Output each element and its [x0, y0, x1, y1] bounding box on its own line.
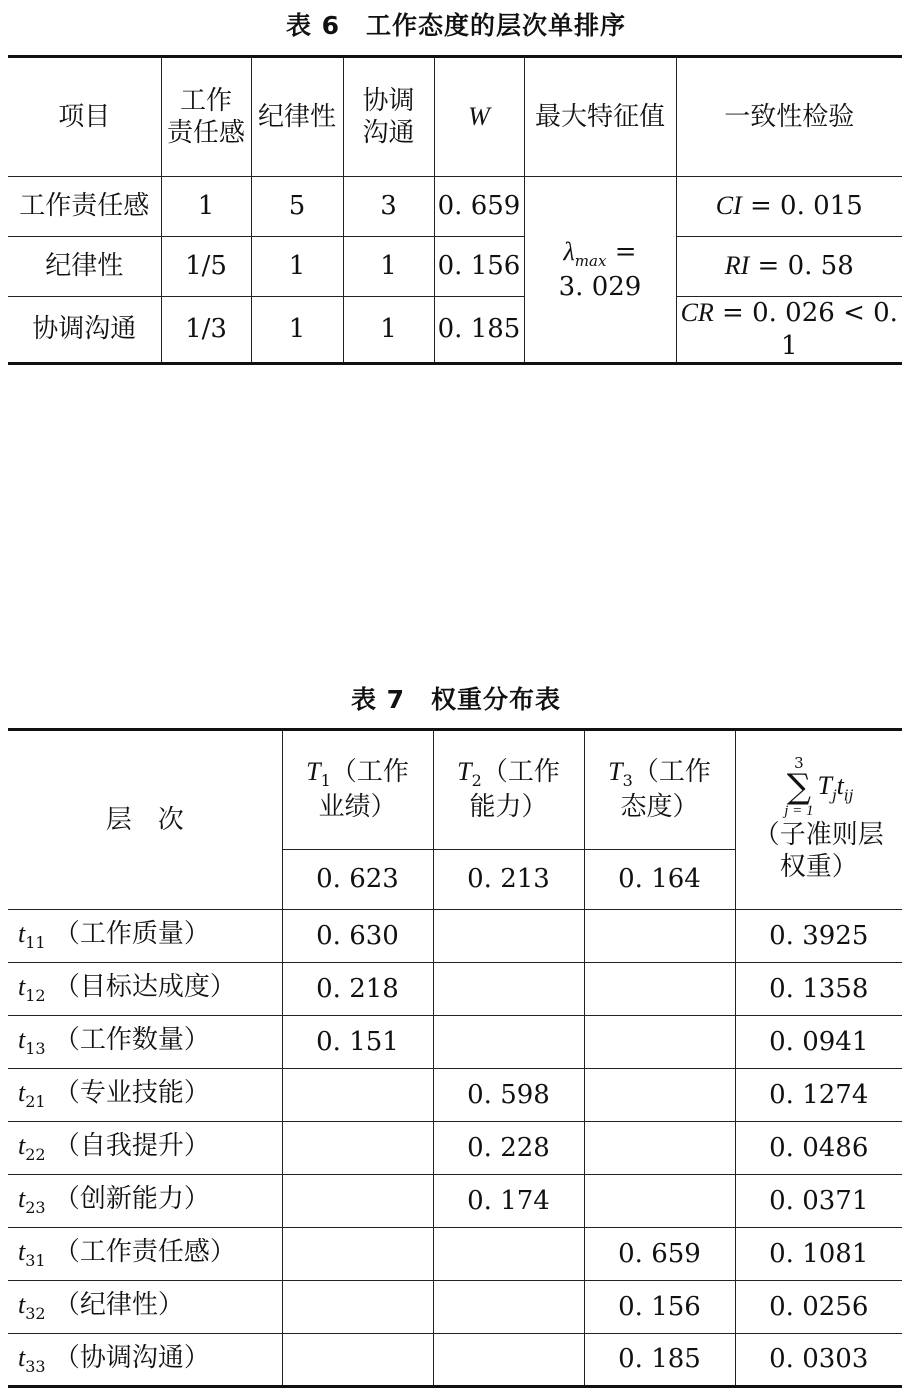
table-row	[8, 1228, 902, 1281]
weight-cell: 0. 185	[434, 297, 524, 364]
sigma-icon: ∑	[786, 767, 811, 808]
cell: 0. 174	[433, 1175, 584, 1228]
header-item: 项目	[8, 57, 161, 177]
cell	[433, 1228, 584, 1281]
table-row	[8, 297, 902, 364]
row-label: $t_{11}$ （工作质量）	[8, 910, 282, 963]
cell	[584, 1175, 735, 1228]
table7-title: 权重分布表	[431, 685, 562, 714]
cell	[584, 910, 735, 963]
cell	[282, 1175, 433, 1228]
ci-cell: CI = 0. 015	[676, 177, 902, 237]
total-cell: 0. 3925	[735, 910, 902, 963]
cell: 0. 151	[282, 1016, 433, 1069]
table-row	[8, 1016, 902, 1069]
summation-formula: 3 ∑ j = 1 $T_jt_{ij}$	[784, 754, 854, 819]
table7	[8, 728, 902, 1388]
total-cell: 0. 0941	[735, 1016, 902, 1069]
cell	[584, 1069, 735, 1122]
table-row	[8, 177, 902, 237]
row-label: 纪律性	[8, 237, 161, 297]
cell	[584, 1122, 735, 1175]
cell	[584, 963, 735, 1016]
cell: 0. 185	[584, 1334, 735, 1387]
cell: 0. 156	[584, 1281, 735, 1334]
cell: 1	[343, 297, 434, 364]
table-row	[8, 1281, 902, 1334]
row-label: 工作责任感	[8, 177, 161, 237]
table7-number: 表 7	[350, 685, 406, 714]
cell: 1	[251, 237, 343, 297]
cell: 3	[343, 177, 434, 237]
criterion-header-t1: $T_1$（工作 业绩）	[282, 730, 433, 850]
header-consistency-check: 一致性检验	[676, 57, 902, 177]
table6	[8, 55, 902, 365]
cell: 1/3	[161, 297, 251, 364]
table7-caption	[0, 680, 912, 716]
cell	[282, 1334, 433, 1387]
weight-cell: 0. 659	[434, 177, 524, 237]
criterion-weight-t3: 0. 164	[584, 850, 735, 910]
ri-cell: RI = 0. 58	[676, 237, 902, 297]
row-label: $t_{22}$ （自我提升）	[8, 1122, 282, 1175]
table-row	[8, 1175, 902, 1228]
table6-title: 工作态度的层次单排序	[366, 11, 627, 40]
total-cell: 0. 1274	[735, 1069, 902, 1122]
table-row	[8, 1069, 902, 1122]
table6-caption	[0, 6, 912, 42]
table6-header-row	[8, 57, 902, 177]
criterion-weight-t2: 0. 213	[433, 850, 584, 910]
row-label: $t_{32}$ （纪律性）	[8, 1281, 282, 1334]
cell	[282, 1122, 433, 1175]
header-responsibility: 工作 责任感	[161, 57, 251, 177]
cell	[282, 1228, 433, 1281]
cell: 5	[251, 177, 343, 237]
header-coordination: 协调 沟通	[343, 57, 434, 177]
lambda-max-cell: $\lambda_{max}$ = 3. 029	[524, 177, 676, 364]
cell	[584, 1016, 735, 1069]
criterion-header-t2: $T_2$（工作 能力）	[433, 730, 584, 850]
cr-cell: CR = 0. 026 < 0. 1	[676, 297, 902, 364]
cell	[433, 963, 584, 1016]
cell	[282, 1069, 433, 1122]
table-row	[8, 237, 902, 297]
row-label: $t_{12}$ （目标达成度）	[8, 963, 282, 1016]
criterion-weight-t1: 0. 623	[282, 850, 433, 910]
total-cell: 0. 0256	[735, 1281, 902, 1334]
table7-header-row	[8, 730, 902, 850]
weight-cell: 0. 156	[434, 237, 524, 297]
row-label: $t_{23}$ （创新能力）	[8, 1175, 282, 1228]
cell	[282, 1281, 433, 1334]
table-row	[8, 1122, 902, 1175]
cell: 0. 218	[282, 963, 433, 1016]
total-cell: 0. 0371	[735, 1175, 902, 1228]
cell: 1/5	[161, 237, 251, 297]
table-row	[8, 910, 902, 963]
row-label: 协调沟通	[8, 297, 161, 364]
cell: 0. 630	[282, 910, 433, 963]
row-label: $t_{21}$ （专业技能）	[8, 1069, 282, 1122]
table-row	[8, 963, 902, 1016]
total-cell: 0. 0303	[735, 1334, 902, 1387]
table-row	[8, 1334, 902, 1387]
cell: 0. 228	[433, 1122, 584, 1175]
criterion-header-t3: $T_3$（工作 态度）	[584, 730, 735, 850]
row-label: $t_{33}$ （协调沟通）	[8, 1334, 282, 1387]
cell	[433, 1334, 584, 1387]
total-cell: 0. 0486	[735, 1122, 902, 1175]
cell	[433, 1281, 584, 1334]
level-header: 层 次	[8, 730, 282, 910]
cell	[433, 910, 584, 963]
sum-weight-header: 3 ∑ j = 1 $T_jt_{ij}$ （子准则层 权重）	[735, 730, 902, 910]
header-max-eigenvalue: 最大特征值	[524, 57, 676, 177]
cell: 1	[343, 237, 434, 297]
row-label: $t_{13}$ （工作数量）	[8, 1016, 282, 1069]
cell: 0. 598	[433, 1069, 584, 1122]
cell: 1	[251, 297, 343, 364]
header-weight: W	[434, 57, 524, 177]
total-cell: 0. 1358	[735, 963, 902, 1016]
table6-number: 表 6	[285, 11, 341, 40]
row-label: $t_{31}$ （工作责任感）	[8, 1228, 282, 1281]
total-cell: 0. 1081	[735, 1228, 902, 1281]
lambda-max-value: 3. 029	[558, 271, 642, 302]
cell: 1	[161, 177, 251, 237]
cell	[433, 1016, 584, 1069]
header-discipline: 纪律性	[251, 57, 343, 177]
cell: 0. 659	[584, 1228, 735, 1281]
